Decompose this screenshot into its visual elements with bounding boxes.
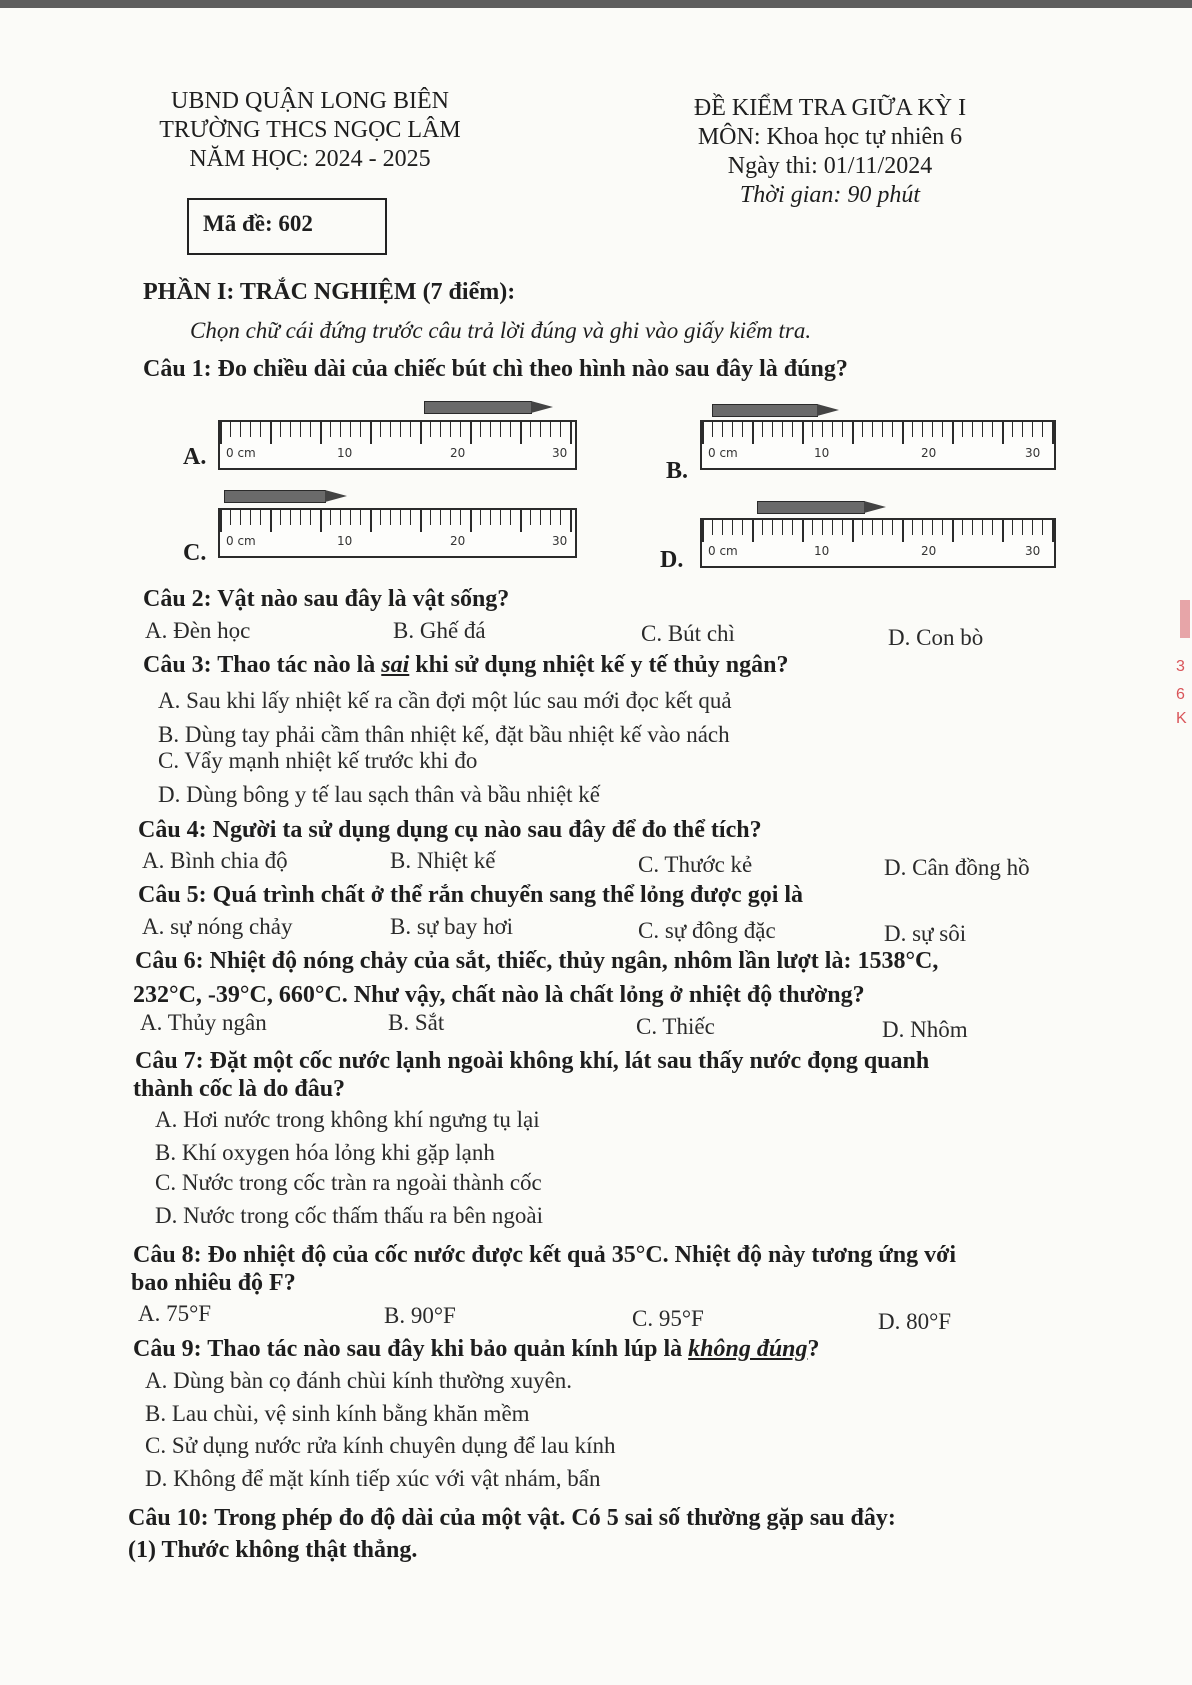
- question-10-line1: Câu 10: Trong phép đo độ dài của một vật. Có 5 sai số thường gặp sau đây:: [128, 1505, 896, 1531]
- exam-subject: MÔN: Khoa học tự nhiên 6: [697, 124, 963, 150]
- question-2: Câu 2: Vật nào sau đây là vật sống?: [143, 586, 510, 612]
- ruler-a: 0 cm 10 20 30: [218, 420, 577, 470]
- q3-option-a: A. Sau khi lấy nhiệt kế ra cần đợi một lúc sau mới đọc kết quả: [158, 688, 732, 713]
- q3-option-b: B. Dùng tay phải cầm thân nhiệt kế, đặt bầu nhiệt kế vào nách: [158, 722, 730, 747]
- q6-option-c: C. Thiếc: [636, 1014, 715, 1039]
- q5-option-c: C. sự đông đặc: [638, 918, 776, 943]
- pencil-a: [424, 401, 564, 412]
- question-3: Câu 3: Thao tác nào là sai khi sử dụng nhiệt kế y tế thủy ngân?: [143, 652, 789, 678]
- part1-instruction: Chọn chữ cái đứng trước câu trả lời đúng và ghi vào giấy kiểm tra.: [190, 318, 812, 343]
- figure-a-label: A.: [183, 444, 207, 470]
- q6-option-d: D. Nhôm: [882, 1017, 968, 1042]
- question-8-line1: Câu 8: Đo nhiệt độ của cốc nước được kết quả 35°C. Nhiệt độ này tương ứng với: [133, 1242, 957, 1268]
- exam-duration: Thời gian: 90 phút: [739, 182, 921, 208]
- q8-option-c: C. 95°F: [632, 1306, 704, 1331]
- q8-option-b: B. 90°F: [384, 1303, 456, 1328]
- q3-emphasis: sai: [381, 652, 410, 678]
- q8-option-d: D. 80°F: [878, 1309, 952, 1334]
- q8-option-a: A. 75°F: [138, 1301, 212, 1326]
- q2-option-b: B. Ghế đá: [393, 618, 486, 643]
- red-stamp-edge: 3 6 K: [1176, 600, 1192, 800]
- q7-option-b: B. Khí oxygen hóa lỏng khi gặp lạnh: [155, 1140, 495, 1165]
- question-6-line2: 232°C, -39°C, 660°C. Như vậy, chất nào là chất lỏng ở nhiệt độ thường?: [133, 982, 865, 1008]
- ruler-c: 0 cm 10 20 30: [218, 508, 577, 558]
- scan-top-edge: [0, 0, 1192, 8]
- pencil-b: [712, 404, 847, 415]
- q9-option-c: C. Sử dụng nước rửa kính chuyên dụng để lau kính: [145, 1433, 616, 1458]
- q3-option-d: D. Dùng bông y tế lau sạch thân và bầu nhiệt kế: [158, 782, 600, 807]
- q5-option-d: D. sự sôi: [884, 921, 967, 946]
- q6-option-a: A. Thủy ngân: [140, 1010, 267, 1035]
- pencil-d: [757, 501, 895, 512]
- q2-option-a: A. Đèn học: [145, 618, 251, 643]
- ruler-d: 0 cm 10 20 30: [700, 518, 1056, 568]
- figure-b-label: B.: [666, 458, 689, 484]
- q4-option-d: D. Cân đồng hồ: [884, 855, 1030, 880]
- district-name: UBND QUẬN LONG BIÊN: [171, 88, 449, 114]
- q9-emphasis: không đúng: [688, 1336, 808, 1362]
- school-year: NĂM HỌC: 2024 - 2025: [189, 146, 431, 172]
- q9-option-d: D. Không để mặt kính tiếp xúc với vật nhám, bẩn: [145, 1466, 601, 1491]
- q5-option-a: A. sự nóng chảy: [142, 914, 293, 939]
- q4-option-a: A. Bình chia độ: [142, 848, 288, 873]
- exam-title: ĐỀ KIỂM TRA GIỮA KỲ I: [693, 95, 967, 121]
- q7-option-d: D. Nước trong cốc thấm thấu ra bên ngoài: [155, 1203, 544, 1228]
- exam-code: Mã đề: 602: [203, 211, 313, 236]
- q6-option-b: B. Sắt: [388, 1010, 445, 1035]
- question-6-line1: Câu 6: Nhiệt độ nóng chảy của sắt, thiếc, thủy ngân, nhôm lần lượt là: 1538°C,: [135, 948, 939, 974]
- question-10-line2: (1) Thước không thật thẳng.: [128, 1537, 418, 1563]
- exam-header: [640, 95, 1020, 209]
- question-9: Câu 9: Thao tác nào sau đây khi bảo quản kính lúp là không đúng?: [133, 1336, 820, 1362]
- q5-option-b: B. sự bay hơi: [390, 914, 514, 939]
- question-7-line1: Câu 7: Đặt một cốc nước lạnh ngoài không khí, lát sau thấy nước đọng quanh: [135, 1048, 930, 1074]
- q3-option-c: C. Vẩy mạnh nhiệt kế trước khi đo: [158, 748, 478, 773]
- q2-option-d: D. Con bò: [888, 625, 984, 650]
- ruler-b: 0 cm 10 20 30: [700, 420, 1056, 470]
- question-1: Câu 1: Đo chiều dài của chiếc bút chì theo hình nào sau đây là đúng?: [143, 356, 848, 382]
- question-4: Câu 4: Người ta sử dụng dụng cụ nào sau đây để đo thể tích?: [138, 817, 762, 843]
- q7-option-a: A. Hơi nước trong không khí ngưng tụ lại: [155, 1107, 540, 1132]
- q4-option-b: B. Nhiệt kế: [390, 848, 496, 873]
- q9-option-b: B. Lau chùi, vệ sinh kính bằng khăn mềm: [145, 1401, 530, 1426]
- school-name: TRƯỜNG THCS NGỌC LÂM: [159, 117, 461, 143]
- question-5: Câu 5: Quá trình chất ở thể rắn chuyển sang thể lỏng được gọi là: [138, 882, 804, 908]
- figure-d-label: D.: [660, 547, 684, 573]
- q4-option-c: C. Thước kẻ: [638, 852, 753, 877]
- question-7-line2: thành cốc là do đâu?: [133, 1076, 346, 1102]
- q9-option-a: A. Dùng bàn cọ đánh chùi kính thường xuyên.: [145, 1368, 573, 1393]
- exam-date: Ngày thi: 01/11/2024: [727, 153, 933, 179]
- part1-title: PHẦN I: TRẮC NGHIỆM (7 điểm):: [143, 279, 516, 305]
- pencil-c: [224, 490, 356, 501]
- q7-option-c: C. Nước trong cốc tràn ra ngoài thành cốc: [155, 1170, 542, 1195]
- question-8-line2: bao nhiêu độ F?: [131, 1270, 296, 1296]
- q2-option-c: C. Bút chì: [641, 621, 735, 646]
- school-header: [120, 88, 500, 173]
- figure-c-label: C.: [183, 540, 207, 566]
